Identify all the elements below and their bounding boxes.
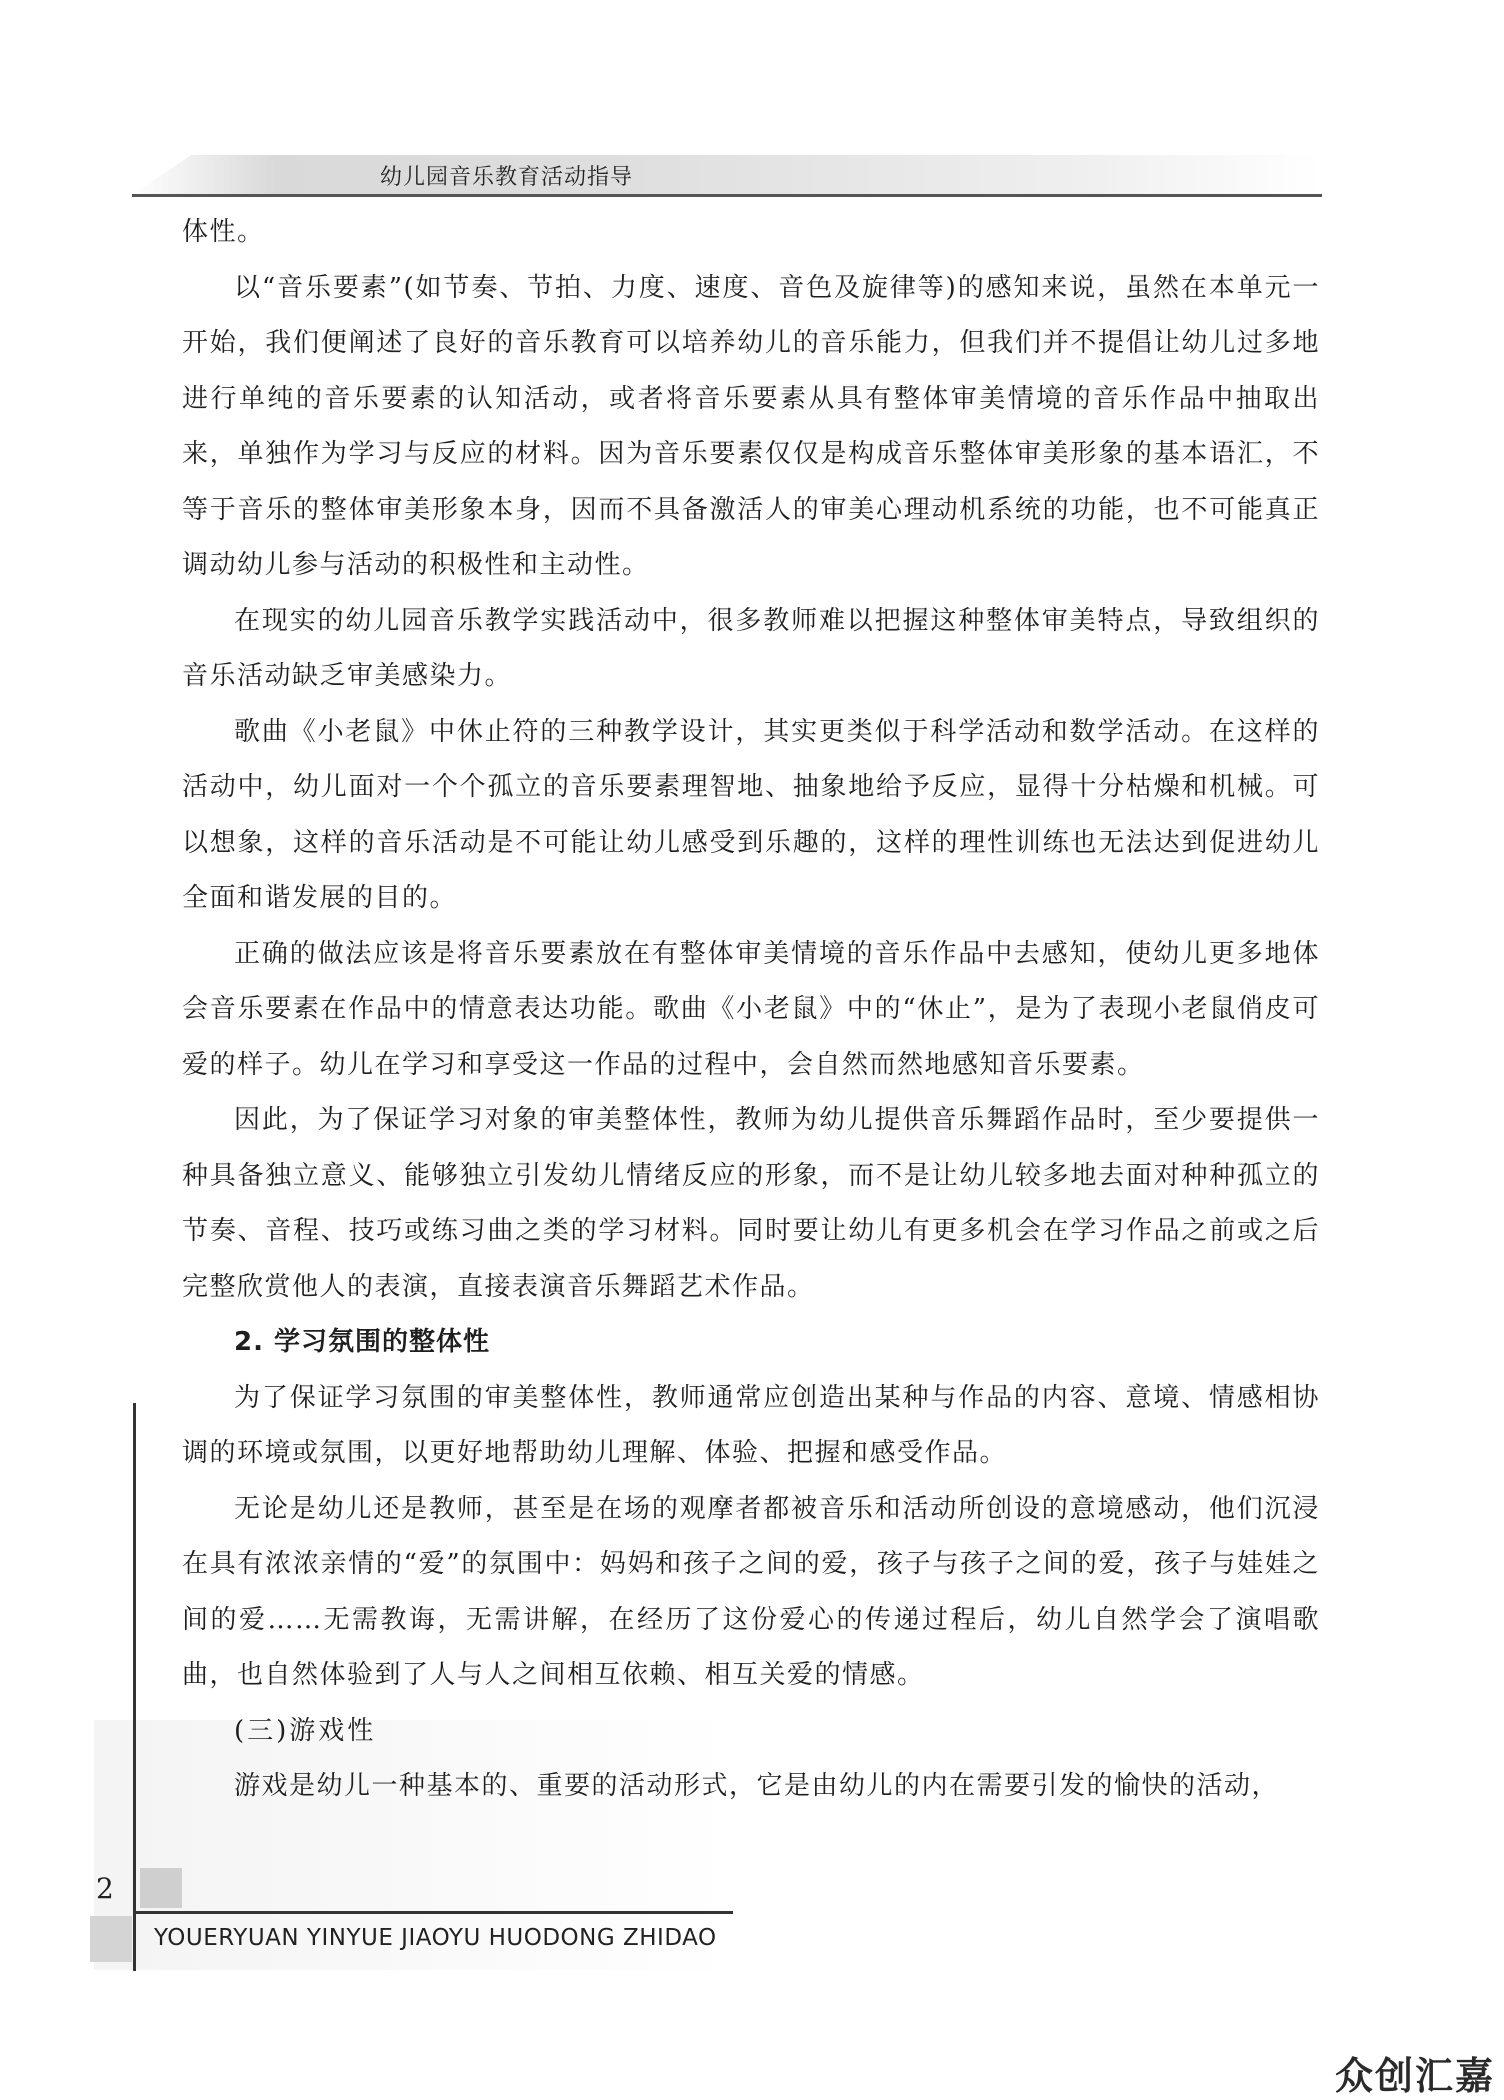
paragraph: 正确的做法应该是将音乐要素放在有整体审美情境的音乐作品中去感知，使幼儿更多地体会音乐要素在作品中的情意表达功能。歌曲《小老鼠》中的“休止”，是为了表现小老鼠俏皮可爱的样子。幼儿在学习和享受这一作品的过程中，会自然而然地感知音乐要素。 <box>182 938 1320 1080</box>
paragraph: 在现实的幼儿园音乐教学实践活动中，很多教师难以把握这种整体审美特点，导致组织的音乐活动缺乏审美感染力。 <box>182 605 1320 691</box>
paragraph: 体性。 <box>182 217 265 247</box>
paragraph: 歌曲《小老鼠》中休止符的三种教学设计，其实更类似于科学活动和数学活动。在这样的活动中，幼儿面对一个个孤立的音乐要素理智地、抽象地给予反应，显得十分枯燥和机械。可以想象，这样的音乐活动是不可能让幼儿感受到乐趣的，这样的理性训练也无法达到促进幼儿全面和谐发展的目的。 <box>182 716 1320 913</box>
section-heading: (三)游戏性 <box>234 1715 377 1746</box>
paragraph: 因此，为了保证学习对象的审美整体性，教师为幼儿提供音乐舞蹈作品时，至少要提供一种具备独立意义、能够独立引发幼儿情绪反应的形象，而不是让幼儿较多地去面对种种孤立的节奏、音程、技巧或练习曲之类的学习材料。同时要让幼儿有更多机会在学习作品之前或之后完整欣赏他人的表演，直接表演音乐舞蹈艺术作品。 <box>182 1105 1320 1302</box>
running-footer-title: YOUERYUAN YINYUE JIAOYU HUODONG ZHIDAO <box>154 1925 717 1951</box>
watermark-logo: 众创汇嘉 <box>1335 2054 1496 2098</box>
paragraph: 游戏是幼儿一种基本的、重要的活动形式，它是由幼儿的内在需要引发的愉快的活动， <box>234 1771 1280 1801</box>
section-heading: 2. 学习氛围的整体性 <box>234 1327 491 1357</box>
header-banner <box>132 155 1320 195</box>
footer-decor-block <box>140 1868 182 1908</box>
footer-decor-block <box>90 1916 132 1962</box>
footer-rule <box>133 1911 733 1914</box>
paragraph: 为了保证学习氛围的审美整体性，教师通常应创造出某种与作品的内容、意境、情感相协调的环境或氛围，以更好地帮助幼儿理解、体验、把握和感受作品。 <box>182 1382 1320 1468</box>
running-header-title: 幼儿园音乐教育活动指导 <box>380 165 634 190</box>
header-rule <box>132 194 1322 197</box>
footer-vertical-rule <box>133 1403 136 1971</box>
page-number: 2 <box>96 1872 114 1905</box>
paragraph: 无论是幼儿还是教师，甚至是在场的观摩者都被音乐和活动所创设的意境感动，他们沉浸在具有浓浓亲情的“爱”的氛围中：妈妈和孩子之间的爱，孩子与孩子之间的爱，孩子与娃娃之间的爱……无需教诲，无需讲解，在经历了这份爱心的传递过程后，幼儿自然学会了演唱歌曲，也自然体验到了人与人之间相互依赖、相互关爱的情感。 <box>182 1493 1320 1690</box>
page-body <box>182 205 1320 1815</box>
paragraph: 以“音乐要素”(如节奏、节拍、力度、速度、音色及旋律等)的感知来说，虽然在本单元一开始，我们便阐述了良好的音乐教育可以培养幼儿的音乐能力，但我们并不提倡让幼儿过多地进行单纯的音乐要素的认知活动，或者将音乐要素从具有整体审美情境的音乐作品中抽取出来，单独作为学习与反应的材料。因为音乐要素仅仅是构成音乐整体审美形象的基本语汇，不等于音乐的整体审美形象本身，因而不具备激活人的审美心理动机系统的功能，也不可能真正调动幼儿参与活动的积极性和主动性。 <box>182 272 1320 580</box>
